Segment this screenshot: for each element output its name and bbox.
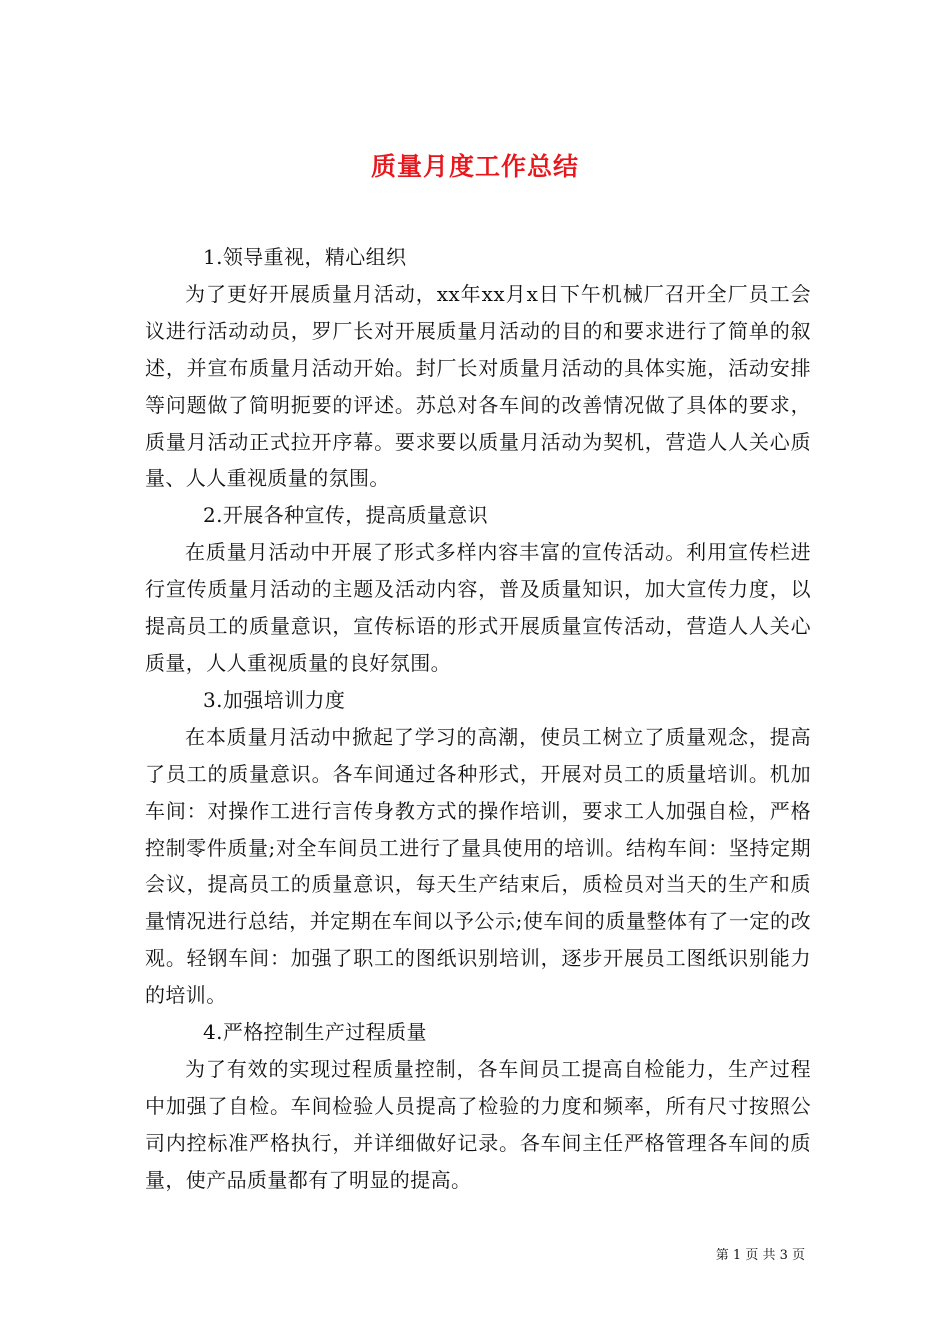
section-heading: 1.领导重视，精心组织 bbox=[203, 245, 407, 269]
section-heading: 2.开展各种宣传，提高质量意识 bbox=[203, 503, 489, 528]
section-paragraph: 为了更好开展质量月活动，xx年xx月x日下午机械厂召开全厂员工会议进行活动动员，罗厂长对开展质量月活动的目的和要求进行了简单的叙述，并宣布质量月活动开始。封厂长对质量月活动的具体实施，活动安排等问题做了简明扼要的评述。苏总对各车间的改善情况做了具体的要求，质量月活动正式拉开序幕。要求要以质量月活动为契机，营造人人关心质量、人人重视质量的氛围。 bbox=[145, 281, 811, 491]
section-paragraph: 在质量月活动中开展了形式多样内容丰富的宣传活动。利用宣传栏进行宣传质量月活动的主题及活动内容，普及质量知识，加大宣传力度，以提高员工的质量意识，宣传标语的形式开展质量宣传活动，营造人人关心质量，人人重视质量的良好氛围。 bbox=[145, 540, 811, 675]
document-title: 质量月度工作总结 bbox=[370, 151, 579, 181]
page-number-footer: 第 1 页 共 3 页 bbox=[715, 1248, 805, 1263]
section-heading: 3.加强培训力度 bbox=[203, 687, 346, 712]
section-heading: 4.严格控制生产过程质量 bbox=[203, 1020, 427, 1045]
section-paragraph: 为了有效的实现过程质量控制，各车间员工提高自检能力，生产过程中加强了自检。车间检验人员提高了检验的力度和频率，所有尺寸按照公司内控标准严格执行，并详细做好记录。各车间主任严格管理各车间的质量，使产品质量都有了明显的提高。 bbox=[145, 1056, 811, 1192]
section-paragraph: 在本质量月活动中掀起了学习的高潮，使员工树立了质量观念，提高了员工的质量意识。各车间通过各种形式，开展对员工的质量培训。机加车间：对操作工进行言传身教方式的操作培训，要求工人加强自检，严格控制零件质量;对全车间员工进行了量具使用的培训。结构车间：坚持定期会议，提高员工的质量意识，每天生产结束后，质检员对当天的生产和质量情况进行总结，并定期在车间以予公示;使车间的质量整体有了一定的改观。轻钢车间：加强了职工的图纸识别培训，逐步开展员工图纸识别能力的培训。 bbox=[145, 724, 811, 1008]
document-body bbox=[145, 239, 811, 1199]
